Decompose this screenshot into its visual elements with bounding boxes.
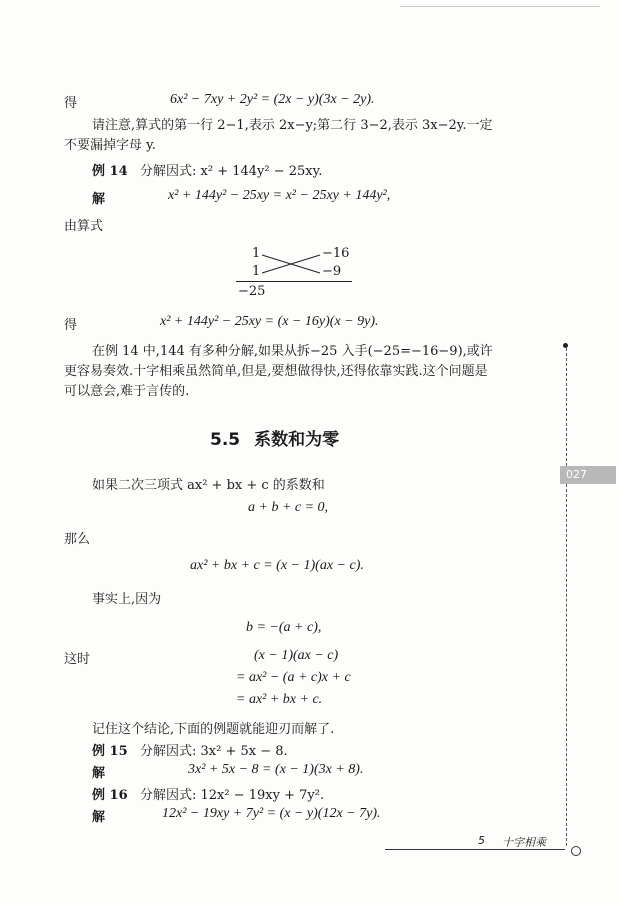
solution-16-label: 解 [92,810,106,825]
cross-lines [258,248,328,278]
footer-chapter-number: 5 [478,834,485,847]
solution-15-label: 解 [92,766,106,781]
example-14-text: 分解因式: x² + 144y² − 25xy. [140,164,323,179]
footer-chapter-title: 十字相乘 [502,836,546,849]
b-equation: b = −(a + c), [246,620,322,635]
result-label: 得 [64,96,78,111]
then-label: 那么 [64,532,91,547]
solution-15-equation: 3x² + 5x − 8 = (x − 1)(3x + 8). [188,762,364,777]
section-number: 5.5 [210,430,241,450]
solution-label: 解 [92,192,106,207]
derivation-line-1: (x − 1)(ax − c) [254,648,339,663]
equation-factored: 6x² − 7xy + 2y² = (2x − y)(3x − 2y). [170,92,375,107]
cross-sum-rule [236,281,352,282]
section-title [210,425,339,450]
derivation-line-2: = ax² − (a + c)x + c [236,670,351,685]
margin-dash-upper [566,348,567,466]
example-15-label: 例 15 [92,744,128,759]
example-16-text: 分解因式: 12x² − 19xy + 7y². [140,788,325,803]
at-this-label: 这时 [64,652,91,667]
discussion-paragraph: 在例 14 中,144 有多种分解,如果从拆−25 入手(−25=−16−9),或许更容易奏效.十字相乘虽然简单,但是,要想做得快,还得依靠实践.这个问题是可以意会,难于言传的. [64,344,493,399]
result-label-2: 得 [64,318,78,333]
example-15-text: 分解因式: 3x² + 5x − 8. [140,744,288,759]
margin-dash-lower [566,484,567,846]
derivation-line-3: = ax² + bx + c. [236,692,323,707]
cross-b2: −9 [322,264,342,279]
condition-equation: a + b + c = 0, [248,500,329,515]
solution-14-equation: x² + 144y² − 25xy = x² − 25xy + 144y², [168,188,391,203]
example-14-label: 例 14 [92,164,128,179]
section-title-text: 系数和为零 [254,430,340,450]
intro-text: 如果二次三项式 ax² + bx + c 的系数和 [92,478,325,493]
cross-b1: −16 [322,246,350,261]
equation-factored-2: x² + 144y² − 25xy = (x − 16y)(x − 9y). [160,314,379,329]
top-rule [400,6,600,7]
by-formula-label: 由算式 [64,219,104,234]
example-16-label: 例 16 [92,788,128,803]
cross-a1: 1 [252,246,261,261]
page-number-tab: 027 [560,466,616,484]
fact-text: 事实上,因为 [92,592,162,607]
footer-circle-icon [571,846,581,856]
solution-16-equation: 12x² − 19xy + 7y² = (x − y)(12x − 7y). [162,806,381,821]
cross-sum: −25 [238,284,266,299]
main-result-equation: ax² + bx + c = (x − 1)(ax − c). [190,558,364,573]
note-paragraph: 请注意,算式的第一行 2−1,表示 2x−y;第二行 3−2,表示 3x−2y.一定不要漏掉字母 y. [64,118,493,153]
cross-a2: 1 [252,264,261,279]
remember-text: 记住这个结论,下面的例题就能迎刃而解了. [92,722,335,737]
